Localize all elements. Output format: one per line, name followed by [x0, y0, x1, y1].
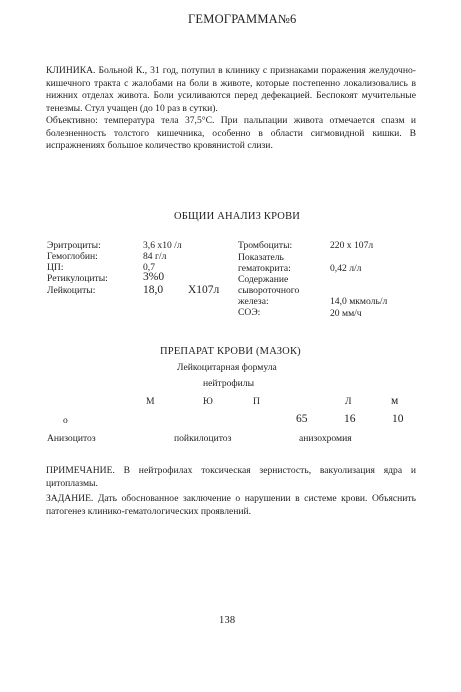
- header-p: П: [253, 396, 260, 407]
- smear-row-label: о: [63, 415, 68, 426]
- erythrocytes-value: 3,6 х10 /л: [143, 240, 182, 251]
- hematocrit-value: 0,42 л/л: [330, 263, 362, 274]
- value-lymphocytes: 16: [344, 413, 356, 425]
- reticulocytes-label: Ретикулоциты:: [47, 273, 108, 284]
- hemoglobin-label: Гемоглобин:: [47, 251, 98, 262]
- blood-analysis-title: ОБЩИИ АНАЛИЗ КРОВИ: [174, 211, 301, 222]
- platelets-label: Тромбоциты:: [238, 240, 293, 251]
- platelets-value: 220 х 107л: [330, 240, 374, 251]
- erythrocytes-label: Эритроциты:: [47, 240, 101, 251]
- iron-label-line3: железа:: [238, 296, 269, 307]
- color-index-label: ЦП:: [47, 262, 64, 273]
- page-title: ГЕМОГРАММА№6: [188, 12, 297, 26]
- hematocrit-label-line2: гематокрита:: [238, 263, 291, 274]
- esr-value: 20 мм/ч: [330, 308, 362, 319]
- clinic-paragraph: КЛИНИКА. Больной К., 31 год, потупил в клинику с признаками поражения желудочно-кишечного тракта с жалобами на боли в животе, которые постепенно локализовались в нижних отделах живота. Боли усиливаются перед дефекацией. Беспокоят мучительные тенезмы. Стул учащен (до 10 раз в сутки).: [46, 65, 416, 114]
- header-l: Л: [345, 396, 352, 407]
- anisochromia: анизохромия: [299, 433, 352, 444]
- leukocytes-value: 18,0: [143, 284, 164, 296]
- value-monocytes: 10: [392, 413, 404, 425]
- objective-paragraph: Объективно: температура тела 37,5°С. При пальпации живота отмечается спазм и болезненность толстого кишечника, особенно в области сигмовидной кишки. В испражнениях большое количество кровянистой слизи.: [46, 115, 416, 152]
- hemoglobin-value: 84 г/л: [143, 251, 167, 262]
- poikilocytosis: пойкилоцитоз: [174, 433, 232, 444]
- header-yu: Ю: [203, 396, 213, 407]
- iron-label-line1: Содержание: [238, 274, 289, 285]
- esr-label: СОЭ:: [238, 307, 261, 318]
- leukocytes-label: Лейкоциты:: [47, 285, 96, 296]
- leukocytes-unit: Х107л: [188, 284, 220, 296]
- smear-title: ПРЕПАРАТ КРОВИ (МАЗОК): [160, 346, 301, 357]
- iron-value: 14,0 мкмоль/л: [330, 296, 388, 307]
- header-m: М: [146, 396, 155, 407]
- note-paragraph: ПРИМЕЧАНИЕ. В нейтрофилах токсическая зернистость, вакуолизация ядра и цитоплазмы.: [46, 465, 416, 489]
- reticulocytes-value: 3%0: [143, 271, 165, 283]
- page-number: 138: [219, 615, 236, 626]
- anisocytosis: Анизоцитоз: [47, 433, 96, 444]
- hematocrit-label-line1: Показатель: [238, 252, 284, 263]
- value-segmented: 65: [296, 413, 308, 425]
- color-index-value: 0,7: [143, 262, 155, 273]
- smear-subtitle: Лейкоцитарная формула: [177, 362, 277, 373]
- header-mono: м: [391, 395, 399, 407]
- iron-label-line2: сывороточного: [238, 285, 300, 296]
- neutrophils-group-label: нейтрофилы: [203, 378, 255, 389]
- task-paragraph: ЗАДАНИЕ. Дать обоснованное заключение о нарушении в системе крови. Объяснить патогенез клинико-гематологических проявлений.: [46, 493, 416, 517]
